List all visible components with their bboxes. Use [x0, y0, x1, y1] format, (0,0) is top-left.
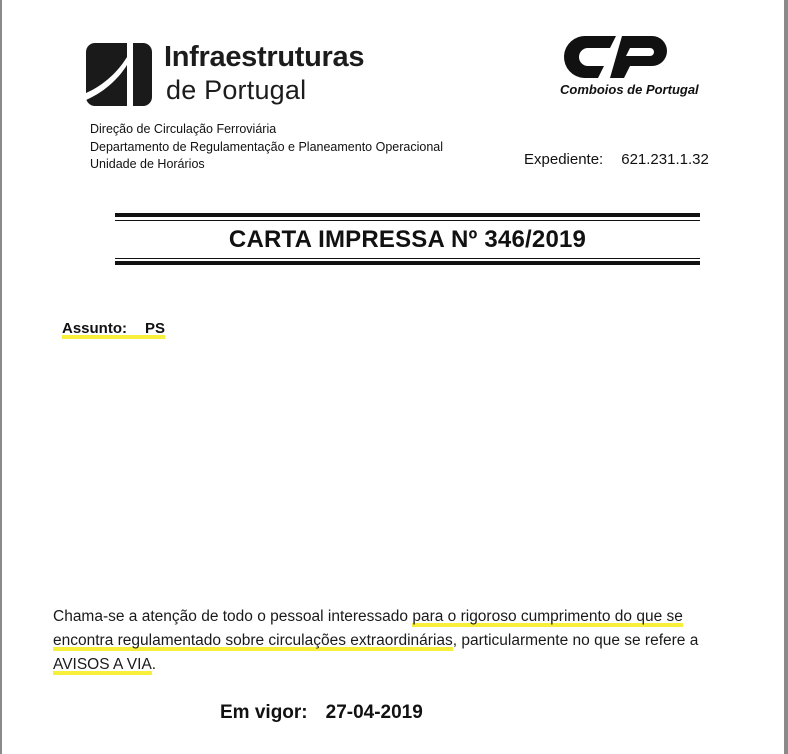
ip-logo-mark-icon	[86, 43, 152, 106]
body-text-part: Chama-se a atenção de todo o pessoal interessado	[53, 608, 413, 625]
ip-logo-name-line1: Infraestruturas	[164, 41, 365, 73]
subject-line	[62, 320, 165, 339]
department-line: Departamento de Regulamentação e Planeamento Operacional	[90, 139, 444, 154]
body-paragraph	[53, 605, 733, 677]
cp-tagline: Comboios de Portugal	[560, 82, 699, 97]
body-text-part: , particularmente no que se refere a	[452, 632, 699, 649]
infraestruturas-logo	[86, 43, 376, 107]
expediente-value: 621.231.1.32	[621, 151, 709, 168]
title-rule-top	[115, 213, 700, 217]
department-line: Unidade de Horários	[90, 157, 205, 171]
title-rule-top-thin	[115, 220, 700, 221]
subject-value: PS	[145, 320, 166, 337]
body-text-part: .	[151, 656, 157, 673]
expediente-label: Expediente:	[524, 151, 604, 168]
body-highlighted-text: para o rigoroso cumprimento do que se encontra regulamentado sobre circulações extraordinárias	[53, 608, 683, 649]
page-border-left	[0, 0, 2, 754]
effective-date	[220, 702, 423, 724]
page-border-right	[784, 0, 788, 754]
ip-logo-name-line2: de Portugal	[166, 75, 307, 105]
department-line: Direção de Circulação Ferroviária	[90, 122, 277, 136]
cp-logo-icon	[556, 30, 672, 84]
department-block	[90, 121, 443, 174]
title-rule-bottom-thin	[115, 258, 700, 259]
document-title: CARTA IMPRESSA Nº 346/2019	[228, 226, 587, 253]
title-rule-bottom	[115, 261, 700, 265]
subject-label: Assunto:	[62, 320, 127, 337]
effective-label: Em vigor:	[220, 702, 308, 723]
body-highlighted-text: AVISOS A VIA	[53, 656, 152, 673]
effective-date-value: 27-04-2019	[325, 702, 423, 723]
expediente	[524, 151, 709, 168]
